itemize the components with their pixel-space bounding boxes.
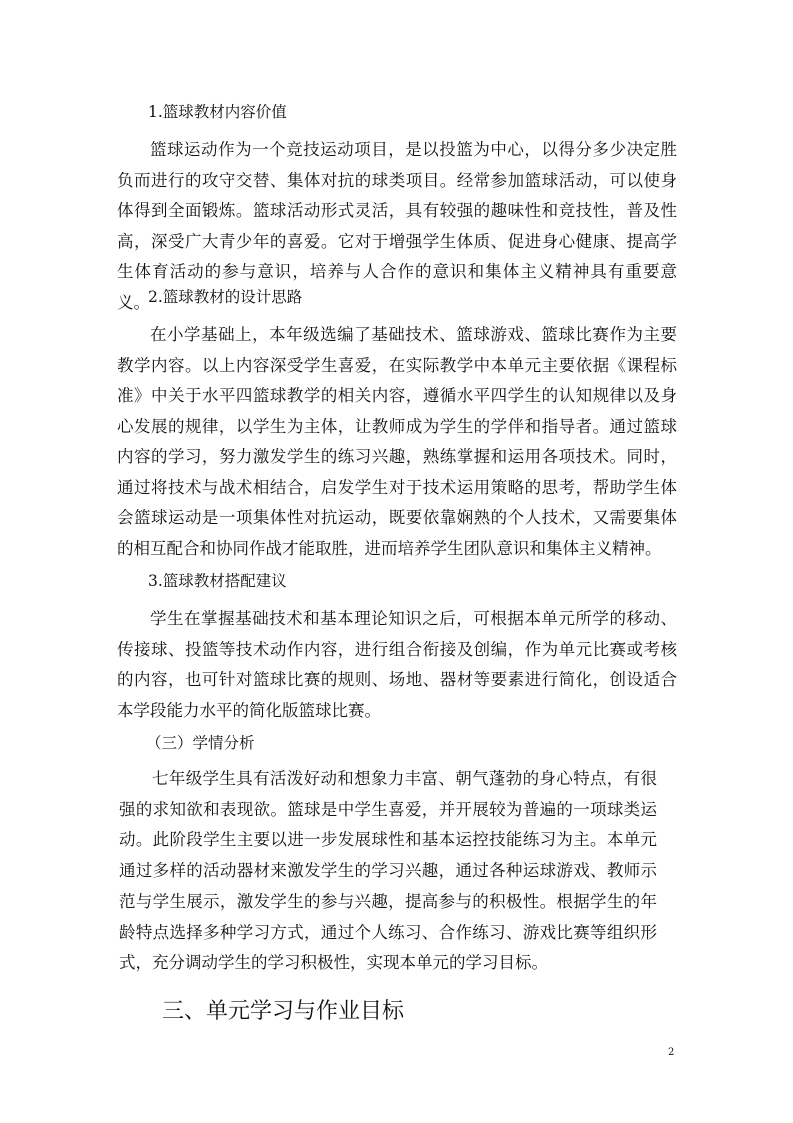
paragraph-learning-analysis: 七年级学生具有活泼好动和想象力丰富、朝气蓬勃的身心特点，有很强的求知欲和表现欲。篮球是中学生喜爱，并开展较为普遍的一项球类运动。此阶段学生主要以进一步发展球性和基本运控技能练习为主。本单元通过多样的活动器材来激发学生的学习兴趣，通过各种运球游戏、教师示范与学生展示，激发学生的参与兴趣，提高参与的积极性。根据学生的年龄特点选择多种学习方式，通过个人练习、合作练习、游戏比赛等组织形式，充分调动学生的学习积极性，实现本单元的学习目标。	[119, 769, 657, 973]
paragraph-design-ideas: 在小学基础上，本年级选编了基础技术、篮球游戏、篮球比赛作为主要教学内容。以上内容深受学生喜爱，在实际教学中本单元主要依据《课程标准》中关于水平四篮球教学的相关内容，遵循水平四学生的认知规律以及身心发展的规律，以学生为主体，让教师成为学生的学伴和指导者。通过篮球内容的学习，努力激发学生的练习兴趣，熟练掌握和运用各项技术。同时，通过将技术与战术相结合，启发学生对于技术运用策略的思考，帮助学生体会篮球运动是一项集体性对抗运动，既要依靠娴熟的个人技术，又需要集体的相互配合和协同作战才能取胜，进而培养学生团队意识和集体主义精神。	[117, 325, 677, 558]
section-title: 三、单元学习与作业目标	[162, 999, 405, 1024]
subheading-content-value: 1.篮球教材内容价值	[148, 103, 287, 121]
subheading-learning-analysis: （三）学情分析	[146, 734, 255, 752]
page-number: 2	[668, 1047, 675, 1058]
paragraph-content-value: 篮球运动作为一个竞技运动项目，是以投篮为中心，以得分多少决定胜负而进行的攻守交替、集体对抗的球类项目。经常参加篮球活动，可以使身体得到全面锻炼。篮球活动形式灵活，具有较强的趣味性和竞技性，普及性高，深受广大青少年的喜爱。它对于增强学生体质、促进身心健康、提高学生体育活动的参与意识，培养与人合作的意识和集体主义精神具有重要意义。	[117, 140, 677, 312]
paragraph-pairing-suggestions: 学生在掌握基础技术和基本理论知识之后，可根据本单元所学的移动、传接球、投篮等技术动作内容，进行组合衔接及创编，作为单元比赛或考核的内容，也可针对篮球比赛的规则、场地、器材等要素进行简化，创设适合本学段能力水平的简化版篮球比赛。	[117, 609, 677, 720]
subheading-pairing-suggestions: 3.篮球教材搭配建议	[148, 572, 287, 590]
subheading-design-ideas: 2.篮球教材的设计思路	[148, 288, 303, 306]
